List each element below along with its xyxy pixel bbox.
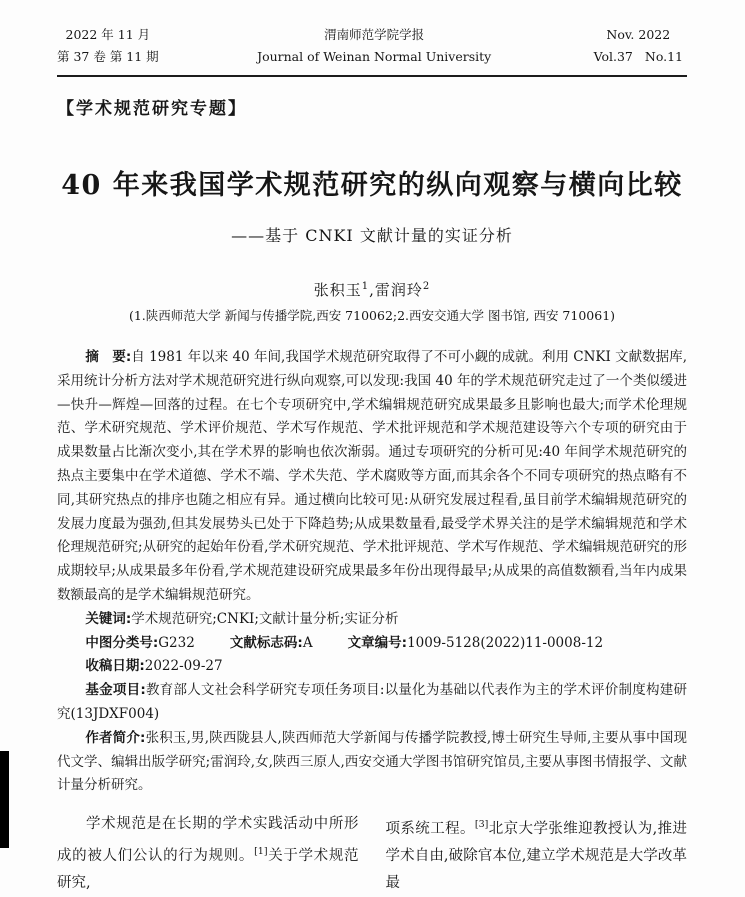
body-left-text: 学术规范是在长期的学术实践活动中所形成的被人们公认的行为规则。	[57, 816, 359, 864]
scan-edge-artifact	[0, 751, 9, 848]
issue-no-en: No.11	[644, 49, 683, 64]
article-subtitle: ——基于 CNKI 文献计量的实证分析	[231, 226, 513, 245]
masthead-right	[590, 24, 687, 68]
article-no-label: 文章编号:	[347, 634, 408, 651]
masthead-left	[57, 24, 159, 68]
abstract-label: 摘 要:	[85, 349, 132, 365]
author-separator: ,	[369, 281, 375, 299]
abstract-text: 自 1981 年以来 40 年间,我国学术规范研究取得了不可小觑的成就。利用 CNKI 文献数据库,采用统计分析方法对学术规范研究进行纵向观察,可以发现:我国 40 年的学术规范研究走过了一个类似缓进—快升—辉煌—回落的过程。在七个专项研究中,学术编辑规范研究成果最多且影响也最大;而学术伦理规范、学术研究规范、学术评价规范、学术写作规范、学术批评规范和学术规范建设等六个专项的研究由于成果数量占比渐次变小,其在学术界的影响也依次渐弱。通过专项研究的分析可见:40 年间学术规范研究的热点主要集中在学术道德、学术不端、学术失范、学术腐败等方面,而其余各个不同专项研究的热点略有不同,其研究热点的排序也随之相应有异。通过横向比较可见:从研究发展过程看,虽目前学术编辑规范研究的发展力度最为强劲,但其发展势头已处于下降趋势;从成果数量看,最受学术界关注的是学术编辑规范和学术伦理规范研究;从研究的起始年份看,学术研究规范、学术批评规范、学术写作规范、学术编辑规范研究的形成期较早;从成果最多年份看,学术规范建设研究成果最多年份出现得最早;从成果的高值数额看,当年内成果数额最高的是学术编辑规范研究。	[57, 349, 687, 603]
doc-code-label: 文献标志码:	[229, 634, 303, 651]
keywords-line	[57, 608, 687, 632]
fund-text: 教育部人文社会科学研究专项任务项目:以量化为基础以代表作为主的学术评价制度构建研究(13JDXF004)	[57, 682, 687, 722]
body-left-column	[57, 811, 359, 897]
keywords-text: 学术规范研究;CNKI;文献计量分析;实证分析	[131, 610, 399, 627]
masthead-divider	[57, 75, 687, 77]
clc-label: 中图分类号:	[85, 634, 159, 651]
abstract-paragraph	[57, 346, 687, 608]
journal-masthead	[57, 24, 687, 68]
received-label: 收稿日期:	[85, 658, 145, 675]
article-no-value: 1009-5128(2022)11-0008-12	[407, 634, 604, 651]
citation-marker-3: [3]	[474, 819, 489, 831]
section-label: 【学术规范研究专题】	[57, 99, 247, 119]
volume-issue-en	[590, 46, 687, 68]
received-date-line	[57, 655, 687, 679]
body-left-paragraph	[57, 811, 359, 897]
masthead-center	[257, 24, 491, 68]
affiliation: (1.陕西师范大学 新闻与传播学院,西安 710062;2.西安交通大学 图书馆, 西安 710061)	[128, 308, 616, 323]
body-columns	[57, 811, 687, 897]
front-matter	[57, 346, 687, 798]
body-right-column	[386, 811, 688, 897]
body-right-text: 项系统工程。	[385, 820, 475, 837]
fund-label: 基金项目:	[85, 682, 146, 699]
issue-date-en: Nov. 2022	[606, 27, 671, 42]
body-right-paragraph	[386, 811, 688, 897]
authors-line	[57, 279, 687, 300]
bio-label: 作者简介:	[85, 729, 146, 746]
citation-marker-1: [1]	[254, 846, 268, 858]
journal-name-en: Journal of Weinan Normal University	[257, 49, 492, 64]
issue-date-cn: 2022 年 11 月	[65, 27, 151, 42]
author-bio-line	[57, 727, 687, 798]
keywords-label: 关键词:	[85, 610, 132, 627]
volume-en: Vol.37	[593, 49, 633, 64]
body-right-text-cont: 北京大学张维迎教授认为,推进学术自由,破除官本位,建立学术规范是大学改革最	[385, 820, 688, 891]
author-affiliation-marker-2: 2	[422, 281, 431, 292]
received-value: 2022-09-27	[144, 658, 223, 675]
journal-name-cn: 渭南师范学院学报	[324, 27, 425, 42]
author-affiliation-marker-1: 1	[361, 281, 370, 292]
article-title: 40 年来我国学术规范研究的纵向观察与横向比较	[61, 170, 683, 201]
fund-project-line	[57, 679, 687, 727]
doc-code-value: A	[302, 634, 313, 651]
bio-text: 张积玉,男,陕西陇县人,陕西师范大学新闻与传播学院教授,博士研究生导师,主要从事中国现代文学、编辑出版学研究;雷润玲,女,陕西三原人,西安交通大学图书馆研究馆员,主要从事图书情报学、文献计量分析研究。	[57, 729, 687, 794]
clc-value: G232	[158, 634, 195, 651]
author-name-2: 雷润玲	[374, 281, 423, 299]
classification-line	[57, 632, 687, 656]
body-left-text-cont: 关于学术规范研究,	[57, 847, 359, 891]
author-name-1: 张积玉	[313, 281, 362, 299]
volume-issue-cn: 第 37 卷 第 11 期	[57, 49, 159, 64]
